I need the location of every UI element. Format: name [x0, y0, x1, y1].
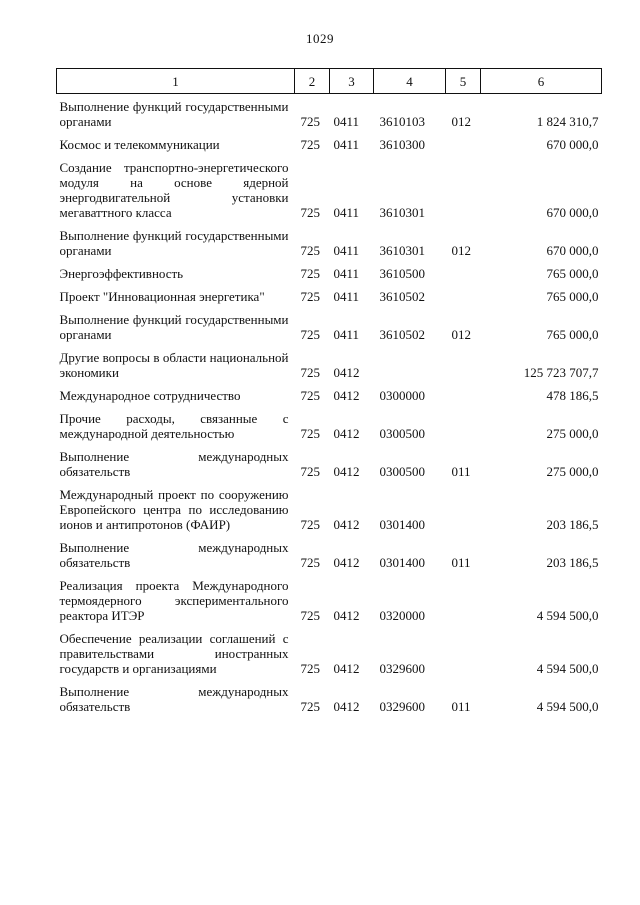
row-ministry-code: 725 [300, 243, 320, 258]
row-spacer-cell [57, 281, 602, 289]
table-row [57, 228, 602, 258]
row-spacer [57, 380, 602, 388]
row-section-code: 0411 [333, 205, 360, 220]
row-section-code: 0411 [333, 137, 360, 152]
row-amount: 4 594 500,0 [536, 608, 599, 623]
row-section-code: 0411 [333, 289, 360, 304]
row-ministry-code: 725 [300, 365, 320, 380]
row-spacer [57, 152, 602, 160]
row-ministry-code: 725 [300, 661, 320, 676]
row-article-code: 0300500 [379, 426, 425, 441]
row-spacer [57, 342, 602, 350]
row-spacer-cell [57, 403, 602, 411]
row-ministry-code: 725 [300, 699, 320, 714]
row-article-code: 0329600 [379, 699, 425, 714]
row-amount: 4 594 500,0 [536, 661, 599, 676]
page-number: 1029 [306, 31, 334, 46]
row-name: Выполнение международных обязательств [59, 449, 289, 479]
row-spacer-cell [57, 479, 602, 487]
row-spacer-cell [57, 258, 602, 266]
row-expense-type [446, 266, 481, 281]
row-amount: 4 594 500,0 [536, 699, 599, 714]
row-spacer [57, 441, 602, 449]
row-spacer-cell [57, 220, 602, 228]
row-section-code: 0412 [333, 661, 360, 676]
budget-table [56, 68, 602, 714]
row-article-code: 3610103 [379, 114, 425, 129]
row-expense-type [446, 578, 481, 623]
row-spacer-cell [57, 441, 602, 449]
row-expense-type [446, 631, 481, 676]
row-name: Международное сотрудничество [59, 388, 241, 403]
row-spacer [57, 532, 602, 540]
row-amount: 670 000,0 [546, 205, 599, 220]
row-amount: 203 186,5 [546, 555, 599, 570]
header-col-1: 1 [57, 69, 295, 94]
row-name: Реализация проекта Международного термоядерного экспериментального реактора ИТЭР [59, 578, 289, 623]
row-article-code: 0300500 [379, 464, 425, 479]
row-name: Международный проект по сооружению Европейского центра по исследованию ионов и антипротонов (ФАИР) [59, 487, 289, 532]
row-expense-type [446, 388, 481, 403]
row-name: Обеспечение реализации соглашений с правительствами иностранных государств и организациями [59, 631, 289, 676]
row-article-code: 3610301 [379, 243, 425, 258]
row-section-code: 0412 [333, 365, 360, 380]
table-row [57, 684, 602, 714]
row-ministry-code: 725 [300, 388, 320, 403]
row-spacer-cell [57, 342, 602, 350]
row-ministry-code: 725 [300, 137, 320, 152]
row-section-code: 0412 [333, 608, 360, 623]
row-section-code: 0411 [333, 327, 360, 342]
row-amount: 478 186,5 [546, 388, 599, 403]
table-row [57, 99, 602, 129]
table-row [57, 578, 602, 623]
header-col-5: 5 [446, 69, 481, 94]
row-amount: 203 186,5 [546, 517, 599, 532]
row-ministry-code: 725 [300, 205, 320, 220]
row-spacer-cell [57, 152, 602, 160]
row-section-code: 0411 [333, 266, 360, 281]
row-section-code: 0412 [333, 464, 360, 479]
row-expense-type [446, 411, 481, 441]
row-amount: 670 000,0 [546, 243, 599, 258]
table-row [57, 289, 602, 304]
row-section-code: 0412 [333, 517, 360, 532]
row-expense-type: 012 [451, 114, 471, 129]
row-spacer [57, 220, 602, 228]
row-amount: 125 723 707,7 [523, 365, 599, 380]
table-row [57, 388, 602, 403]
row-amount: 765 000,0 [546, 289, 599, 304]
row-name: Создание транспортно-энергетического модуля на основе ядерной энергодвигательной установки мегаваттного класса [59, 160, 289, 220]
table-row [57, 350, 602, 380]
row-amount: 275 000,0 [546, 464, 599, 479]
header-col-2: 2 [295, 69, 330, 94]
row-section-code: 0412 [333, 699, 360, 714]
row-article-code: 3610301 [379, 205, 425, 220]
row-expense-type: 011 [451, 464, 471, 479]
header-col-6: 6 [481, 69, 602, 94]
row-expense-type [446, 487, 481, 532]
row-article-code: 3610502 [379, 289, 425, 304]
row-spacer-cell [57, 570, 602, 578]
row-ministry-code: 725 [300, 289, 320, 304]
row-article-code: 0300000 [379, 388, 425, 403]
row-spacer [57, 623, 602, 631]
row-name: Выполнение функций государственными органами [59, 312, 289, 342]
table-row [57, 487, 602, 532]
row-name: Энергоэффективность [59, 266, 184, 281]
row-amount: 275 000,0 [546, 426, 599, 441]
row-spacer-cell [57, 380, 602, 388]
table-row [57, 540, 602, 570]
row-spacer-cell [57, 532, 602, 540]
row-ministry-code: 725 [300, 517, 320, 532]
header-col-4: 4 [374, 69, 446, 94]
row-spacer [57, 570, 602, 578]
row-article-code [374, 350, 446, 380]
row-expense-type [446, 160, 481, 220]
row-name: Другие вопросы в области национальной экономики [59, 350, 289, 380]
table-row [57, 631, 602, 676]
row-expense-type: 011 [451, 555, 471, 570]
row-spacer-cell [57, 129, 602, 137]
row-name: Космос и телекоммуникации [59, 137, 220, 152]
table-row [57, 411, 602, 441]
row-spacer [57, 304, 602, 312]
row-name: Выполнение международных обязательств [59, 684, 289, 714]
table-row [57, 137, 602, 152]
row-ministry-code: 725 [300, 464, 320, 479]
row-spacer [57, 479, 602, 487]
header-col-3: 3 [330, 69, 374, 94]
row-name: Выполнение функций государственными органами [59, 99, 289, 129]
row-name: Выполнение функций государственными органами [59, 228, 289, 258]
table-body [57, 94, 602, 715]
table-header [57, 69, 602, 94]
row-expense-type [446, 137, 481, 152]
row-section-code: 0412 [333, 426, 360, 441]
row-expense-type: 011 [451, 699, 471, 714]
row-section-code: 0412 [333, 388, 360, 403]
header-row [57, 69, 602, 94]
row-article-code: 3610502 [379, 327, 425, 342]
row-spacer-cell [57, 304, 602, 312]
row-spacer-cell [57, 623, 602, 631]
row-article-code: 0329600 [379, 661, 425, 676]
row-name: Проект "Инновационная энергетика" [59, 289, 265, 304]
row-section-code: 0411 [333, 243, 360, 258]
row-amount: 1 824 310,7 [536, 114, 599, 129]
row-spacer [57, 403, 602, 411]
row-spacer [57, 258, 602, 266]
row-ministry-code: 725 [300, 555, 320, 570]
row-spacer [57, 676, 602, 684]
row-amount: 765 000,0 [546, 266, 599, 281]
row-ministry-code: 725 [300, 426, 320, 441]
row-article-code: 3610500 [379, 266, 425, 281]
row-amount: 670 000,0 [546, 137, 599, 152]
row-ministry-code: 725 [300, 608, 320, 623]
row-article-code: 0301400 [379, 517, 425, 532]
table-row [57, 266, 602, 281]
row-expense-type [446, 350, 481, 380]
row-spacer-cell [57, 676, 602, 684]
row-ministry-code: 725 [300, 266, 320, 281]
table-row [57, 449, 602, 479]
row-article-code: 3610300 [379, 137, 425, 152]
row-amount: 765 000,0 [546, 327, 599, 342]
row-ministry-code: 725 [300, 327, 320, 342]
row-article-code: 0320000 [379, 608, 425, 623]
budget-table-container [56, 68, 601, 714]
row-name: Выполнение международных обязательств [59, 540, 289, 570]
row-expense-type: 012 [451, 327, 471, 342]
row-spacer [57, 129, 602, 137]
table-row [57, 312, 602, 342]
row-section-code: 0411 [333, 114, 360, 129]
row-expense-type: 012 [451, 243, 471, 258]
row-name: Прочие расходы, связанные с международной деятельностью [59, 411, 289, 441]
row-section-code: 0412 [333, 555, 360, 570]
row-expense-type [446, 289, 481, 304]
table-row [57, 160, 602, 220]
row-spacer [57, 281, 602, 289]
row-ministry-code: 725 [300, 114, 320, 129]
row-article-code: 0301400 [379, 555, 425, 570]
